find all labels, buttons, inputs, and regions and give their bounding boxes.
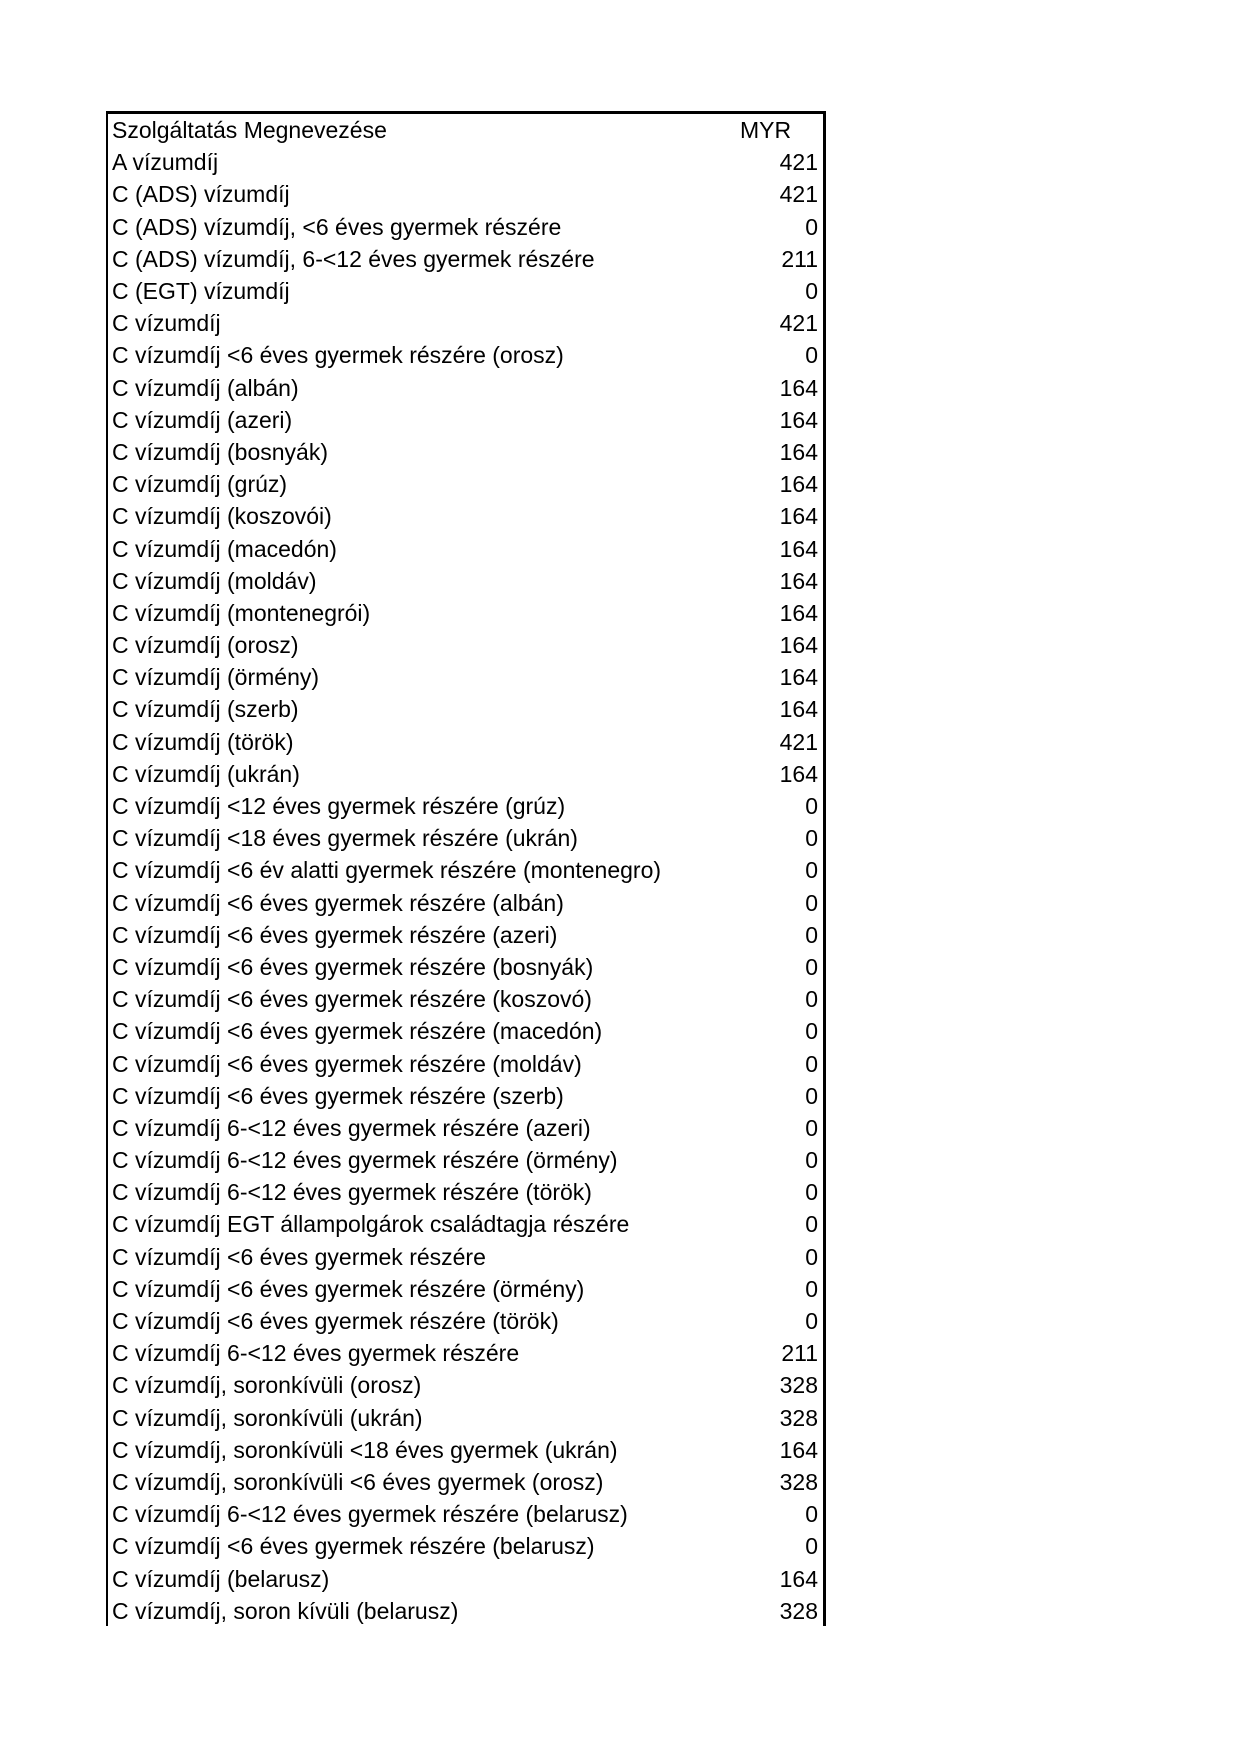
fee-value-cell: 0 (805, 1533, 818, 1560)
fee-value-cell: 0 (805, 1211, 818, 1238)
fee-value-cell: 0 (805, 278, 818, 305)
table-row (108, 822, 823, 854)
fee-table-body (108, 114, 823, 1627)
fee-value-cell: 164 (779, 599, 818, 626)
service-name-cell: C vízumdíj (azeri) (112, 406, 293, 433)
fee-value-cell: 164 (779, 1436, 818, 1463)
header-service-name: Szolgáltatás Megnevezése (112, 117, 387, 144)
fee-value-cell: 164 (779, 632, 818, 659)
fee-value-cell: 328 (779, 1404, 818, 1431)
fee-value-cell: 0 (805, 889, 818, 916)
fee-value-cell: 0 (805, 986, 818, 1013)
fee-value-cell: 0 (805, 342, 818, 369)
fee-value-cell: 328 (779, 1468, 818, 1495)
table-row (108, 1273, 823, 1305)
service-name-cell: C vízumdíj <6 éves gyermek részére (szerb) (112, 1082, 564, 1109)
table-row (108, 532, 823, 564)
service-name-cell: C vízumdíj <6 éves gyermek részére (orosz) (112, 342, 564, 369)
fee-value-cell: 0 (805, 1243, 818, 1270)
fee-value-cell: 421 (779, 728, 818, 755)
fee-value-cell: 328 (779, 1597, 818, 1624)
table-row (108, 1595, 823, 1627)
fee-value-cell: 0 (805, 1501, 818, 1528)
fee-value-cell: 211 (781, 245, 818, 272)
table-row (108, 693, 823, 725)
service-name-cell: C vízumdíj <6 éves gyermek részére (macedón) (112, 1018, 603, 1045)
fee-value-cell: 164 (779, 471, 818, 498)
service-name-cell: C vízumdíj (szerb) (112, 696, 299, 723)
table-row (108, 629, 823, 661)
table-row (108, 500, 823, 532)
service-name-cell: C vízumdíj (orosz) (112, 632, 299, 659)
service-name-cell: C vízumdíj <6 éves gyermek részére (örmény) (112, 1275, 585, 1302)
service-name-cell: C vízumdíj, soronkívüli (ukrán) (112, 1404, 423, 1431)
service-name-cell: C vízumdíj (örmény) (112, 664, 320, 691)
fee-value-cell: 421 (779, 310, 818, 337)
table-row (108, 758, 823, 790)
table-row (108, 146, 823, 178)
service-name-cell: C vízumdíj (belarusz) (112, 1565, 330, 1592)
service-name-cell: C vízumdíj (macedón) (112, 535, 337, 562)
service-name-cell: C vízumdíj (koszovói) (112, 503, 332, 530)
service-name-cell: C vízumdíj <6 éves gyermek részére (112, 1243, 486, 1270)
service-name-cell: C vízumdíj 6-<12 éves gyermek részére (112, 1340, 520, 1367)
fee-value-cell: 0 (805, 1018, 818, 1045)
service-name-cell: C (ADS) vízumdíj, <6 éves gyermek részére (112, 213, 562, 240)
fee-value-cell: 164 (779, 696, 818, 723)
table-row (108, 404, 823, 436)
fee-value-cell: 211 (781, 1340, 818, 1367)
service-name-cell: C vízumdíj <6 éves gyermek részére (azeri) (112, 921, 558, 948)
fee-sheet (106, 111, 826, 1626)
table-row (108, 1434, 823, 1466)
fee-value-cell: 421 (779, 149, 818, 176)
service-name-cell: C vízumdíj (moldáv) (112, 567, 317, 594)
fee-value-cell: 0 (805, 825, 818, 852)
fee-value-cell: 0 (805, 1179, 818, 1206)
service-name-cell: C vízumdíj <6 éves gyermek részére (moldáv) (112, 1050, 582, 1077)
table-row (108, 983, 823, 1015)
service-name-cell: C vízumdíj (ukrán) (112, 760, 300, 787)
table-row (108, 307, 823, 339)
fee-value-cell: 164 (779, 1565, 818, 1592)
table-row (108, 372, 823, 404)
table-row (108, 1112, 823, 1144)
service-name-cell: C vízumdíj 6-<12 éves gyermek részére (azeri) (112, 1114, 591, 1141)
fee-value-cell: 0 (805, 1082, 818, 1109)
fee-value-cell: 164 (779, 374, 818, 401)
fee-value-cell: 164 (779, 535, 818, 562)
fee-value-cell: 0 (805, 1050, 818, 1077)
table-row (108, 339, 823, 371)
fee-value-cell: 0 (805, 953, 818, 980)
fee-value-cell: 421 (779, 181, 818, 208)
fee-value-cell: 0 (805, 1308, 818, 1335)
fee-value-cell: 0 (805, 1114, 818, 1141)
fee-value-cell: 164 (779, 406, 818, 433)
table-row (108, 919, 823, 951)
service-name-cell: C vízumdíj <6 éves gyermek részére (belarusz) (112, 1533, 595, 1560)
table-row (108, 1080, 823, 1112)
table-row (108, 1562, 823, 1594)
service-name-cell: C vízumdíj <6 éves gyermek részére (koszovó) (112, 986, 592, 1013)
table-row (108, 1369, 823, 1401)
table-row (108, 243, 823, 275)
service-name-cell: C vízumdíj EGT állampolgárok családtagja részére (112, 1211, 630, 1238)
service-name-cell: C vízumdíj, soronkívüli <18 éves gyermek (ukrán) (112, 1436, 618, 1463)
table-row (108, 178, 823, 210)
fee-value-cell: 0 (805, 793, 818, 820)
fee-value-cell: 164 (779, 760, 818, 787)
fee-value-cell: 164 (779, 503, 818, 530)
table-row (108, 1530, 823, 1562)
table-row (108, 468, 823, 500)
table-row (108, 1337, 823, 1369)
service-name-cell: C vízumdíj <18 éves gyermek részére (ukrán) (112, 825, 578, 852)
fee-value-cell: 164 (779, 664, 818, 691)
table-row (108, 661, 823, 693)
table-row (108, 790, 823, 822)
fee-value-cell: 164 (779, 438, 818, 465)
table-row (108, 1176, 823, 1208)
service-name-cell: C vízumdíj, soronkívüli <6 éves gyermek (orosz) (112, 1468, 604, 1495)
table-row (108, 951, 823, 983)
service-name-cell: C vízumdíj (112, 310, 221, 337)
service-name-cell: C (ADS) vízumdíj, 6-<12 éves gyermek részére (112, 245, 595, 272)
service-name-cell: A vízumdíj (112, 149, 219, 176)
service-name-cell: C vízumdíj <6 év alatti gyermek részére (montenegro) (112, 857, 662, 884)
fee-value-cell: 328 (779, 1372, 818, 1399)
table-row (108, 1144, 823, 1176)
table-row (108, 597, 823, 629)
table-row (108, 726, 823, 758)
service-name-cell: C vízumdíj <6 éves gyermek részére (bosnyák) (112, 953, 594, 980)
table-row (108, 854, 823, 886)
service-name-cell: C vízumdíj <12 éves gyermek részére (grúz) (112, 793, 566, 820)
fee-value-cell: 164 (779, 567, 818, 594)
table-row (108, 887, 823, 919)
table-row (108, 1498, 823, 1530)
fee-value-cell: 0 (805, 213, 818, 240)
service-name-cell: C vízumdíj (török) (112, 728, 294, 755)
service-name-cell: C (ADS) vízumdíj (112, 181, 290, 208)
service-name-cell: C vízumdíj 6-<12 éves gyermek részére (belarusz) (112, 1501, 628, 1528)
table-header-row (108, 114, 823, 146)
service-name-cell: C vízumdíj <6 éves gyermek részére (török) (112, 1308, 559, 1335)
table-row (108, 436, 823, 468)
header-currency: MYR (740, 117, 792, 144)
fee-value-cell: 0 (805, 857, 818, 884)
service-name-cell: C vízumdíj 6-<12 éves gyermek részére (török) (112, 1179, 592, 1206)
service-name-cell: C vízumdíj (grúz) (112, 471, 288, 498)
service-name-cell: C vízumdíj (albán) (112, 374, 299, 401)
service-name-cell: C vízumdíj, soron kívüli (belarusz) (112, 1597, 459, 1624)
table-row (108, 565, 823, 597)
fee-value-cell: 0 (805, 1275, 818, 1302)
table-row (108, 1015, 823, 1047)
table-row (108, 1402, 823, 1434)
fee-value-cell: 0 (805, 1147, 818, 1174)
table-row (108, 1241, 823, 1273)
table-row (108, 1466, 823, 1498)
service-name-cell: C vízumdíj <6 éves gyermek részére (albán) (112, 889, 564, 916)
service-name-cell: C vízumdíj, soronkívüli (orosz) (112, 1372, 422, 1399)
table-row (108, 1047, 823, 1079)
service-name-cell: C vízumdíj 6-<12 éves gyermek részére (örmény) (112, 1147, 618, 1174)
service-name-cell: C (EGT) vízumdíj (112, 278, 290, 305)
service-name-cell: C vízumdíj (bosnyák) (112, 438, 329, 465)
table-row (108, 211, 823, 243)
table-row (108, 275, 823, 307)
service-name-cell: C vízumdíj (montenegrói) (112, 599, 371, 626)
fee-value-cell: 0 (805, 921, 818, 948)
table-row (108, 1208, 823, 1240)
visa-fee-table (108, 114, 823, 1627)
table-row (108, 1305, 823, 1337)
